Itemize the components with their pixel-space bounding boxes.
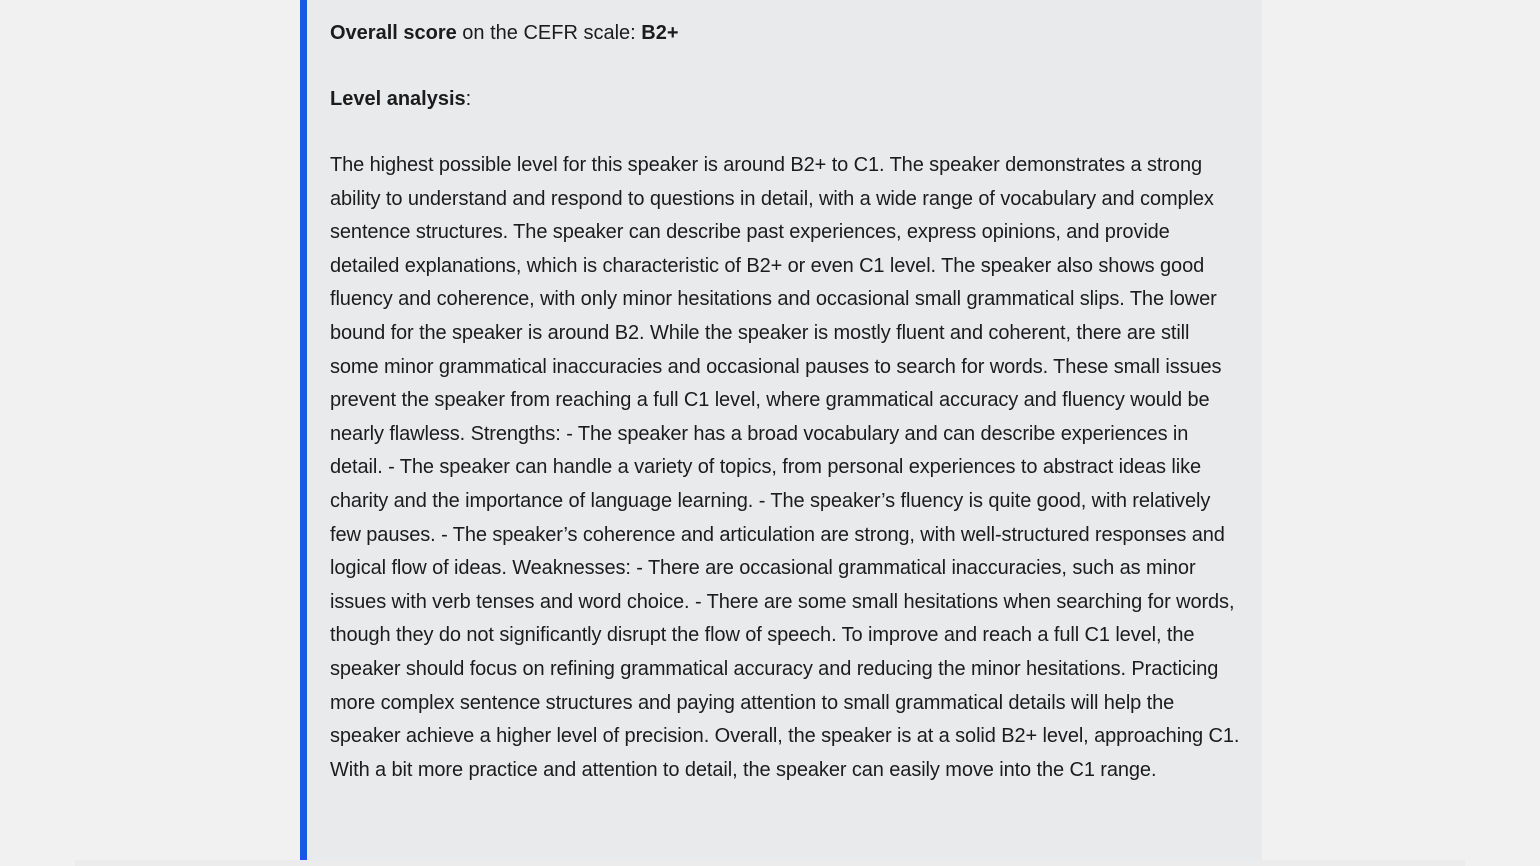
bottom-divider xyxy=(75,860,1465,866)
assessment-card xyxy=(300,0,1262,866)
assessment-content xyxy=(330,19,1242,787)
overall-score-label: Overall score xyxy=(330,22,457,44)
accent-bar xyxy=(300,0,307,866)
level-analysis-heading xyxy=(330,85,1242,113)
level-analysis-body: The highest possible level for this speaker is around B2+ to C1. The speaker demonstrates a strong ability to understand and respond to questions in detail, with a wide range of vocabulary and complex sentence structures. The speaker can describe past experiences, express opinions, and provide detailed explanations, which is characteristic of B2+ or even C1 level. The speaker also shows good fluency and coherence, with only minor hesitations and occasional small grammatical slips. The lower bound for the speaker is around B2. While the speaker is mostly fluent and coherent, there are still some minor grammatical inaccuracies and occasional pauses to search for words. These small issues prevent the speaker from reaching a full C1 level, where grammatical accuracy and fluency would be nearly flawless. Strengths: - The speaker has a broad vocabulary and can describe experiences in detail. - The speaker can handle a variety of topics, from personal experiences to abstract ideas like charity and the importance of language learning. - The speaker’s fluency is quite good, with relatively few pauses. - The speaker’s coherence and articulation are strong, with well-structured responses and logical flow of ideas. Weaknesses: - There are occasional grammatical inaccuracies, such as minor issues with verb tenses and word choice. - There are some small hesitations when searching for words, though they do not significantly disrupt the flow of speech. To improve and reach a full C1 level, the speaker should focus on refining grammatical accuracy and reducing the minor hesitations. Practicing more complex sentence structures and paying attention to small grammatical details will help the speaker achieve a higher level of precision. Overall, the speaker is at a solid B2+ level, approaching C1. With a bit more practice and attention to detail, the speaker can easily move into the C1 range. xyxy=(330,154,1240,781)
overall-score-text: on the CEFR scale: xyxy=(456,22,642,44)
level-analysis-label: Level analysis xyxy=(330,88,466,110)
level-analysis-colon: : xyxy=(465,88,472,110)
overall-score-value: B2+ xyxy=(641,22,679,44)
overall-score-line xyxy=(330,19,1242,47)
